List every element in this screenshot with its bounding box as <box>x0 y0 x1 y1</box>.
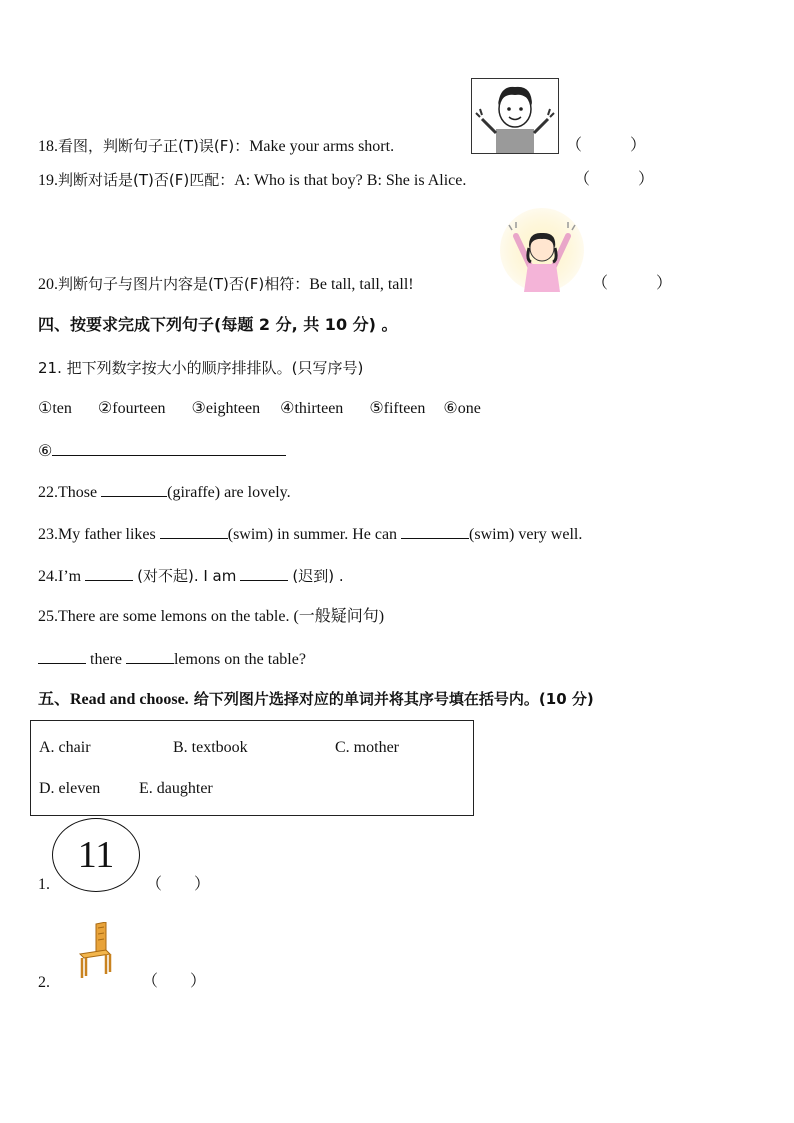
q21-answer-blank[interactable] <box>52 441 286 456</box>
shrugging-boy-icon <box>472 79 558 153</box>
q21-option-4: ④thirteen <box>280 400 344 417</box>
choice-e: E. daughter <box>139 780 213 797</box>
section-5-title-cn: 给下列图片选择对应的单词并将其序号填在括号内。(10 分) <box>188 690 594 708</box>
q18-answer-paren[interactable]: （ ） <box>566 137 647 154</box>
q18-instruction: 看图，判断句子正(T)误(F)： <box>58 137 250 155</box>
q23-start: 23.My father likes <box>38 526 156 543</box>
q19-dialogue: A: Who is that boy? B: She is Alice. <box>234 172 467 189</box>
q21-option-6: ⑥one <box>443 400 481 417</box>
eleven-circle-number: 11 <box>77 834 115 876</box>
choice-a: A. chair <box>39 739 91 756</box>
word-choices-box <box>30 720 474 816</box>
choice-d: D. eleven <box>39 780 101 797</box>
question-23 <box>38 524 582 545</box>
item-1-answer-paren[interactable]: （ ） <box>146 876 211 893</box>
q20-number: 20. <box>38 276 58 293</box>
q25-sentence: 25.There are some lemons on the table. (一般疑问句) <box>38 608 385 625</box>
q23-blank-1[interactable] <box>160 524 228 539</box>
choice-b: B. textbook <box>173 739 248 756</box>
question-20 <box>38 274 414 295</box>
q18-number: 18. <box>38 138 58 155</box>
q23-blank-2[interactable] <box>401 524 469 539</box>
q24-end: (迟到) . <box>292 567 344 585</box>
q23-middle: (swim) in summer. He can <box>227 526 398 543</box>
q22-start: 22.Those <box>38 484 98 501</box>
q20-answer-paren[interactable]: （ ） <box>592 275 673 292</box>
question-25 <box>38 607 384 627</box>
q24-blank-1[interactable] <box>85 566 133 581</box>
item-2-answer-paren[interactable]: （ ） <box>142 973 207 990</box>
q24-start: 24.I’m <box>38 568 82 585</box>
q24-blank-2[interactable] <box>240 566 288 581</box>
q25-blank-1[interactable] <box>38 649 86 664</box>
q21-instruction: 21. 把下列数字按大小的顺序排排队。(只写序号) <box>38 359 364 377</box>
chair-picture <box>76 922 114 980</box>
q25-answer <box>38 649 306 670</box>
section-5-title-en: 五、Read and choose. <box>38 691 189 708</box>
q19-number: 19. <box>38 172 58 189</box>
girl-arms-up-icon <box>500 208 584 292</box>
q21-option-3: ③eighteen <box>191 400 261 417</box>
q21-option-2: ②fourteen <box>97 400 166 417</box>
q21-option-1: ①ten <box>38 400 72 417</box>
question-24 <box>38 566 344 587</box>
question-21 <box>38 358 363 379</box>
q21-options <box>38 399 503 419</box>
shrugging-boy-picture <box>471 78 559 154</box>
question-22 <box>38 482 291 503</box>
section-4-title: 四、按要求完成下列句子(每题 2 分, 共 10 分) 。 <box>38 315 398 334</box>
q22-blank[interactable] <box>101 482 167 497</box>
q24-middle: (对不起). I am <box>137 567 237 585</box>
item-2-number: 2. <box>38 974 50 991</box>
eleven-circle-picture <box>52 818 140 892</box>
item-1-number: 1. <box>38 876 50 893</box>
q21-answer-prefix: ⑥ <box>38 443 53 460</box>
q21-option-5: ⑤fifteen <box>369 400 426 417</box>
q22-end: (giraffe) are lovely. <box>167 484 291 501</box>
chair-icon <box>76 922 114 980</box>
choice-c: C. mother <box>335 739 399 756</box>
q18-sentence: Make your arms short. <box>249 138 395 155</box>
question-19 <box>38 170 466 191</box>
q25-blank-2[interactable] <box>126 649 174 664</box>
q19-answer-paren[interactable]: （ ） <box>574 171 655 188</box>
question-18 <box>38 136 394 157</box>
q20-instruction: 判断句子与图片内容是(T)否(F)相符： <box>58 275 310 293</box>
q21-answer <box>38 441 286 462</box>
q19-instruction: 判断对话是(T)否(F)匹配： <box>58 171 235 189</box>
q23-end: (swim) very well. <box>469 526 583 543</box>
girl-arms-up-picture <box>500 208 584 292</box>
q25-word-there: there <box>90 651 122 668</box>
section-5-title <box>38 689 594 710</box>
q20-sentence: Be tall, tall, tall! <box>309 276 414 293</box>
q25-end: lemons on the table? <box>173 651 306 668</box>
